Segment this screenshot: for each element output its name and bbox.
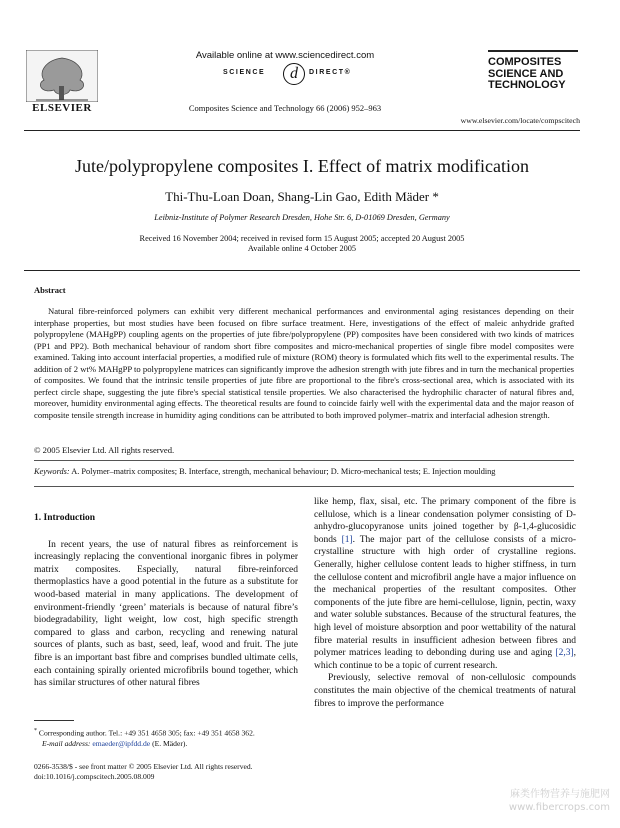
journal-url[interactable]: www.elsevier.com/locate/compscitech	[460, 116, 580, 125]
corresponding-author-footnote	[34, 726, 304, 749]
footnote-divider	[34, 720, 74, 721]
abstract-top-divider	[24, 270, 580, 271]
reference-link-2-3[interactable]: [2,3]	[555, 648, 574, 659]
received-dates: Received 16 November 2004; received in revised form 15 August 2005; accepted 20 August 2005	[139, 234, 465, 243]
para-text-a: like hemp, flax, sisal, etc. The primary component of the fibre is cellulose, which is a linear condensation polymer consisting of D-anhydro-glucopyranose units joined together by β-1,4-glucosidic bonds	[314, 497, 576, 545]
right-column	[314, 496, 576, 710]
intro-paragraph-continued	[314, 496, 576, 672]
corresponding-text: Corresponding author. Tel.: +49 351 4658 305; fax: +49 351 4658 362.	[38, 728, 255, 738]
keywords-line	[34, 467, 574, 476]
watermark-line-2: www.fibercrops.com	[508, 802, 610, 813]
sciencedirect-logo	[205, 63, 375, 85]
email-label: E-mail address:	[42, 738, 91, 748]
abstract-heading: Abstract	[34, 285, 66, 295]
intro-paragraph-2: Previously, selective removal of non-cellulosic compounds constitutes the main objective of the chemical treatments of natural fibres to improve the performance	[314, 673, 576, 709]
header-divider	[24, 130, 580, 131]
intro-paragraph-1: In recent years, the use of natural fibres as reinforcement is increasingly replacing the conventional inorganic fibres in polymer matrix composites. Especially, natural fibre-reinforced thermoplastics have a good potential in the future as a substitute for wood-based material in many applications. The development of environment-friendly ‘green’ materials is because of natural fibre’s biodegradability, light weight, low cost, high specific strength compared to glass and carbon, recycling and renewing natural sources of plants, such as bast, seed, leaf, wood and fruit. The jute fibre is an important bast fibre and comprises bundled ultimate cells, each containing spirally oriented microfibrils bound together, which has similar structures of other natural fibres	[34, 539, 298, 689]
issn-line: 0266-3538/$ - see front matter © 2005 Elsevier Ltd. All rights reserved.	[34, 762, 253, 771]
abstract-text: Natural fibre-reinforced polymers can exhibit very different mechanical performances and environmental aging resistances depending on their interphase properties, but most studies have been focused on fibre surface treatment. Here, investigations of the effect of maleic anhydride grafted polypropylene (MAHgPP) coupling agents on the properties of jute fibre/polypropylene (PP) composites have been considered with two kinds of matrices (PP1 and PP2). Both mechanical behaviour of random short fibre composites and micro-mechanical properties of single fibre model composites were examined. Taking into account interfacial properties, a modified rule of mixture (ROM) theory is formulated which fits well to the experimental results. The addition of 2 wt% MAHgPP to polypropylene matrices can significantly improve the adhesion strength with jute fibres and in turn the mechanical properties of composites. We found that the intrinsic tensile properties of jute fibre are proportional to the fibre's cross-sectional area, which is associated with its perfect circle shape, suggesting the jute fibre's special statistical tensile properties. We also characterised the hydrophilic character of natural fibres and, moreover, humidity environmental aging effects. The theoretical results are found to coincide fairly well with the experimental data and the major reason of composite tensile strength increase in humidity aging conditions can be attributed to both improved polymer–matrix and interfacial adhesion strength.	[34, 306, 574, 420]
keywords-top-divider	[34, 460, 574, 461]
keywords-text: A. Polymer–matrix composites; B. Interface, strength, mechanical behaviour; D. Micro-mechanical tests; E. Injection moulding	[71, 467, 496, 476]
abstract-copyright: © 2005 Elsevier Ltd. All rights reserved.	[34, 445, 175, 455]
journal-citation: Composites Science and Technology 66 (2006) 952–963	[188, 103, 382, 113]
doi-line[interactable]: doi:10.1016/j.compscitech.2005.08.009	[34, 772, 155, 781]
watermark-line-1: 麻类作物营养与施肥网	[510, 789, 610, 800]
journal-title-line-1: COMPOSITES	[488, 56, 562, 68]
section-heading: 1. Introduction	[34, 513, 96, 523]
reference-link-1[interactable]: [1]	[341, 534, 353, 545]
keywords-label: Keywords:	[34, 467, 70, 476]
author-affiliation: Leibniz-Institute of Polymer Research Dresden, Hohe Str. 6, D-01069 Dresden, Germany	[154, 213, 450, 222]
journal-title-line-3: TECHNOLOGY	[488, 79, 566, 91]
article-title: Jute/polypropylene composites I. Effect of matrix modification	[74, 156, 530, 176]
watermark	[470, 788, 610, 814]
sd-science-text: SCIENCE	[223, 69, 266, 76]
journal-title-line-2: SCIENCE AND	[488, 67, 564, 80]
footnote-star: *	[34, 728, 37, 734]
left-column	[34, 512, 298, 690]
sd-direct-text: DIRECT®	[309, 69, 352, 76]
email-suffix: (E. Mäder).	[150, 738, 188, 748]
para-text-b: . The major part of the cellulose consists of a micro-crystalline structure with high order of crystalline regions. Generally, higher cellulose content leads to higher stiffness, in turn the cellulose content and microfibril angle have a major influence on the mechanical properties of the resultant composites. Other components of the jute fibre are hemi-cellulose, lignin, pectin, waxy and water soluble substances. Because of the structural features, the high level of moisture absorption and poor wettability of the natural fibre material results in insufficient adhesion between fibres and polymer matrices leading to debonding during use and aging	[314, 534, 576, 659]
para-text-c: , which continue to be a topic of current research.	[314, 648, 576, 671]
tree-logo-icon	[26, 50, 98, 102]
sd-d-icon: d	[283, 63, 305, 85]
publisher-name: ELSEVIER	[32, 102, 92, 114]
article-authors: Thi-Thu-Loan Doan, Shang-Lin Gao, Edith Mäder *	[165, 189, 439, 204]
email-link[interactable]: emaeder@ipfdd.de	[92, 738, 151, 748]
journal-title	[488, 57, 580, 92]
keywords-bottom-divider	[34, 486, 574, 487]
available-online-text: Available online at www.sciencedirect.com	[195, 50, 375, 61]
available-date: Available online 4 October 2005	[247, 244, 357, 253]
